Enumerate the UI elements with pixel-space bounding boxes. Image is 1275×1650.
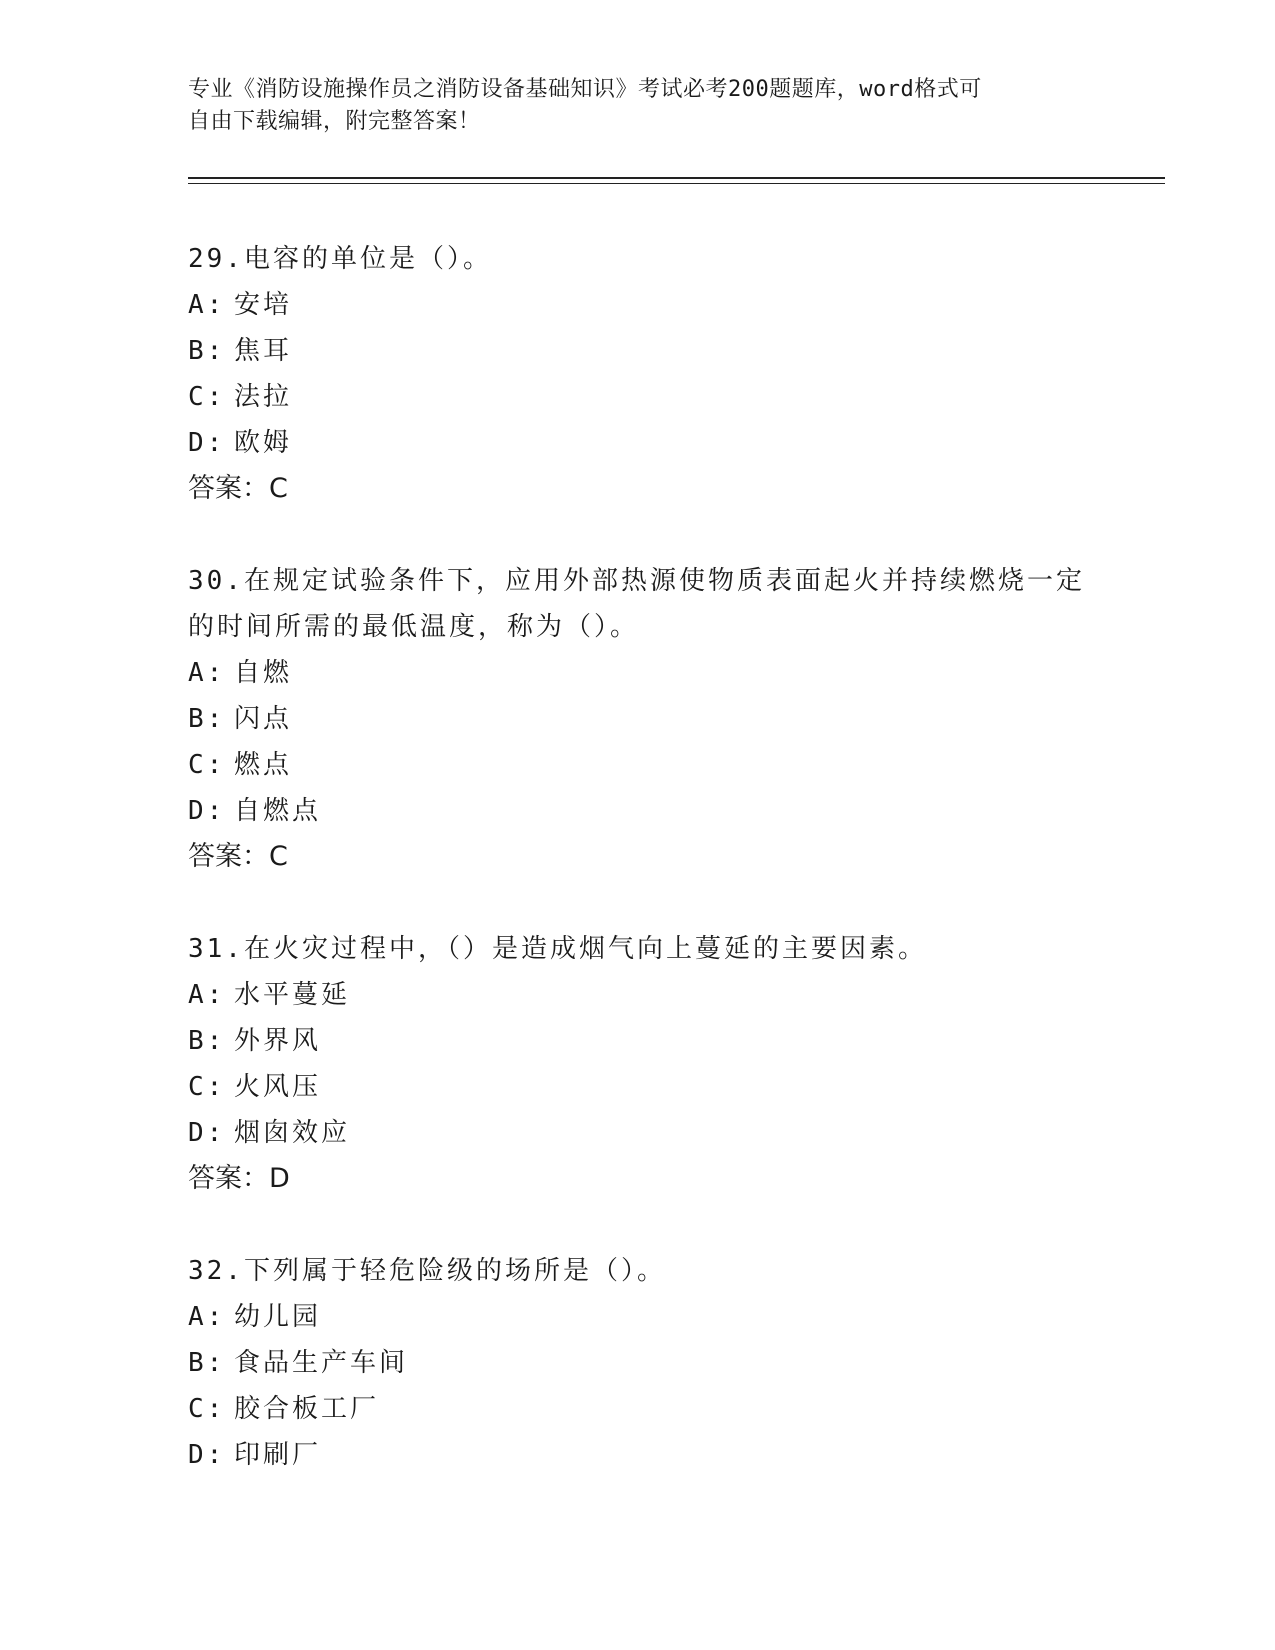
option-text: 燃点	[234, 750, 293, 780]
header-line-1: 专业《消防设施操作员之消防设备基础知识》考试必考200题题库，word格式可	[188, 77, 982, 102]
answer: 答案：C	[188, 841, 288, 872]
option-d	[188, 1110, 1088, 1156]
option-c	[188, 374, 1088, 420]
option-key: A:	[188, 290, 226, 320]
option-a	[188, 650, 1088, 696]
option-text: 食品生产车间	[234, 1348, 409, 1378]
option-a	[188, 1294, 1088, 1340]
option-key: C:	[188, 1394, 226, 1424]
option-key: C:	[188, 1072, 226, 1102]
option-text: 自燃点	[234, 796, 322, 826]
option-c	[188, 1386, 1088, 1432]
option-text: 自燃	[234, 658, 293, 688]
option-text: 胶合板工厂	[234, 1394, 380, 1424]
header-divider-thin	[188, 183, 1165, 184]
option-b	[188, 696, 1088, 742]
header-line-2: 自由下载编辑，附完整答案！	[188, 109, 481, 134]
option-a	[188, 972, 1088, 1018]
option-text: 闪点	[234, 704, 293, 734]
question-stem: 31.在火灾过程中，（）是造成烟气向上蔓延的主要因素。	[188, 934, 927, 964]
option-key: B:	[188, 1026, 226, 1056]
option-text: 幼儿园	[234, 1302, 322, 1332]
option-key: C:	[188, 750, 226, 780]
option-key: D:	[188, 796, 226, 826]
option-d	[188, 420, 1088, 466]
option-key: D:	[188, 1440, 226, 1470]
option-text: 烟囱效应	[234, 1118, 351, 1148]
question-31	[188, 926, 1088, 1202]
option-key: A:	[188, 980, 226, 1010]
option-text: 法拉	[234, 382, 293, 412]
option-key: A:	[188, 1302, 226, 1332]
document-header	[188, 74, 1088, 138]
option-text: 印刷厂	[234, 1440, 322, 1470]
option-a	[188, 282, 1088, 328]
option-c	[188, 1064, 1088, 1110]
question-stem: 29.电容的单位是（）。	[188, 244, 492, 274]
question-stem-line-2: 的时间所需的最低温度，称为（）。	[188, 612, 640, 642]
question-29	[188, 236, 1088, 512]
option-d	[188, 788, 1088, 834]
option-b	[188, 1340, 1088, 1386]
option-text: 水平蔓延	[234, 980, 351, 1010]
option-key: B:	[188, 336, 226, 366]
option-d	[188, 1432, 1088, 1478]
question-stem-line-1: 30.在规定试验条件下，应用外部热源使物质表面起火并持续燃烧一定	[188, 566, 1085, 596]
option-text: 欧姆	[234, 428, 293, 458]
option-text: 安培	[234, 290, 293, 320]
answer: 答案：D	[188, 1163, 290, 1194]
option-c	[188, 742, 1088, 788]
option-b	[188, 328, 1088, 374]
answer: 答案：C	[188, 473, 288, 504]
option-key: A:	[188, 658, 226, 688]
option-key: B:	[188, 1348, 226, 1378]
question-30	[188, 558, 1088, 880]
question-stem: 32.下列属于轻危险级的场所是（）。	[188, 1256, 666, 1286]
option-key: D:	[188, 428, 226, 458]
option-text: 外界风	[234, 1026, 322, 1056]
option-text: 焦耳	[234, 336, 293, 366]
header-divider-thick	[188, 177, 1165, 179]
option-key: B:	[188, 704, 226, 734]
option-text: 火风压	[234, 1072, 322, 1102]
option-b	[188, 1018, 1088, 1064]
question-32	[188, 1248, 1088, 1478]
option-key: C:	[188, 382, 226, 412]
option-key: D:	[188, 1118, 226, 1148]
